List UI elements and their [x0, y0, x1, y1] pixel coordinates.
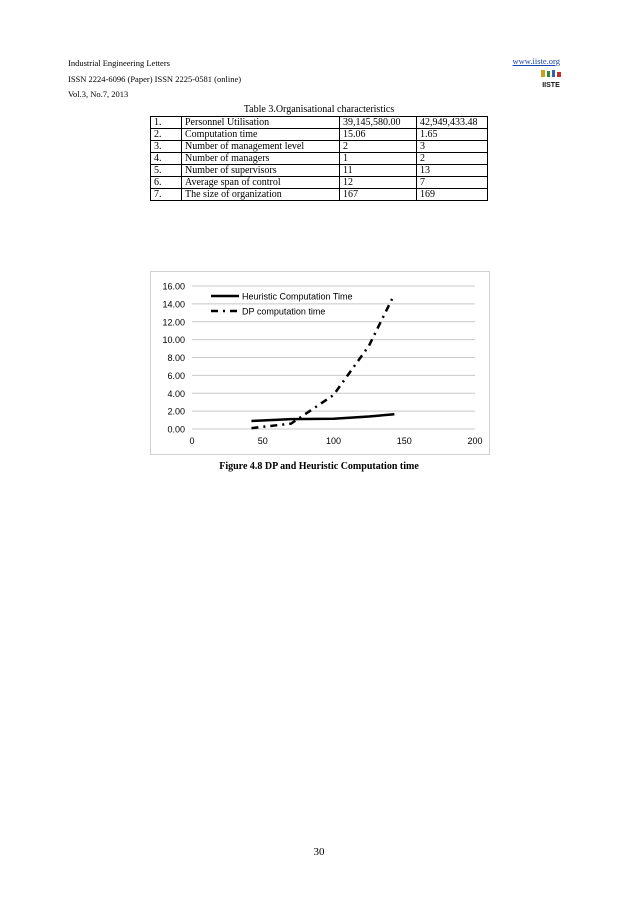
y-tick-label: 14.00 [162, 299, 185, 310]
y-tick-label: 16.00 [162, 281, 185, 292]
characteristic-name: Number of supervisors [182, 165, 340, 177]
row-number: 1. [151, 117, 182, 129]
legend-label: Heuristic Computation Time [242, 291, 353, 302]
value-1: 167 [340, 189, 417, 201]
value-2: 169 [417, 189, 488, 201]
value-2: 3 [417, 141, 488, 153]
value-1: 11 [340, 165, 417, 177]
value-1: 15.06 [340, 129, 417, 141]
x-tick-label: 150 [396, 436, 412, 446]
computation-time-chart [151, 272, 489, 454]
characteristic-name: The size of organization [182, 189, 340, 201]
value-1: 2 [340, 141, 417, 153]
x-tick-label: 50 [257, 436, 268, 446]
volume-line: Vol.3, No.7, 2013 [68, 89, 129, 99]
table-row [151, 141, 488, 153]
journal-header [68, 56, 241, 103]
value-1: 39,145,580.00 [340, 117, 417, 129]
row-number: 6. [151, 177, 182, 189]
row-number: 7. [151, 189, 182, 201]
table-row [151, 177, 488, 189]
y-tick-label: 8.00 [167, 353, 185, 363]
row-number: 3. [151, 141, 182, 153]
x-tick-label: 0 [189, 436, 195, 446]
value-1: 12 [340, 177, 417, 189]
row-number: 5. [151, 165, 182, 177]
legend-label: DP computation time [242, 306, 326, 317]
table-row [151, 117, 488, 129]
row-number: 4. [151, 153, 182, 165]
figure-caption: Figure 4.8 DP and Heuristic Computation time [219, 461, 419, 472]
characteristic-name: Average span of control [182, 177, 340, 189]
characteristic-name: Number of management level [182, 141, 340, 153]
x-tick-label: 100 [325, 436, 342, 446]
iiste-logo [540, 68, 562, 90]
value-1: 1 [340, 153, 417, 165]
value-2: 13 [417, 165, 488, 177]
characteristic-name: Personnel Utilisation [182, 117, 340, 129]
chart-container [150, 271, 490, 455]
table-row [151, 165, 488, 177]
y-tick-label: 6.00 [167, 370, 185, 381]
organisational-characteristics-table [150, 116, 488, 201]
table-row [151, 189, 488, 201]
y-tick-label: 12.00 [162, 317, 185, 328]
characteristic-name: Number of managers [182, 153, 340, 165]
logo-text: IISTE [542, 82, 560, 89]
website-link[interactable]: www.iiste.org [512, 56, 560, 66]
value-2: 2 [417, 153, 488, 165]
x-tick-label: 200 [467, 436, 483, 446]
y-tick-label: 2.00 [167, 406, 185, 417]
table-row [151, 129, 488, 141]
issn-line: ISSN 2224-6096 (Paper) ISSN 2225-0581 (online) [68, 73, 242, 84]
row-number: 2. [151, 129, 182, 141]
value-2: 1.65 [417, 129, 488, 141]
journal-name: Industrial Engineering Letters [68, 58, 170, 68]
table-title: Table 3.Organisational characteristics [243, 104, 395, 115]
y-tick-label: 4.00 [167, 388, 185, 399]
y-tick-label: 0.00 [167, 424, 185, 435]
table-row [151, 153, 488, 165]
page-number: 30 [313, 846, 325, 858]
value-2: 42,949,433.48 [417, 117, 488, 129]
characteristic-name: Computation time [182, 129, 340, 141]
y-tick-label: 10.00 [162, 335, 185, 346]
value-2: 7 [417, 177, 488, 189]
series-line-1 [251, 414, 394, 421]
